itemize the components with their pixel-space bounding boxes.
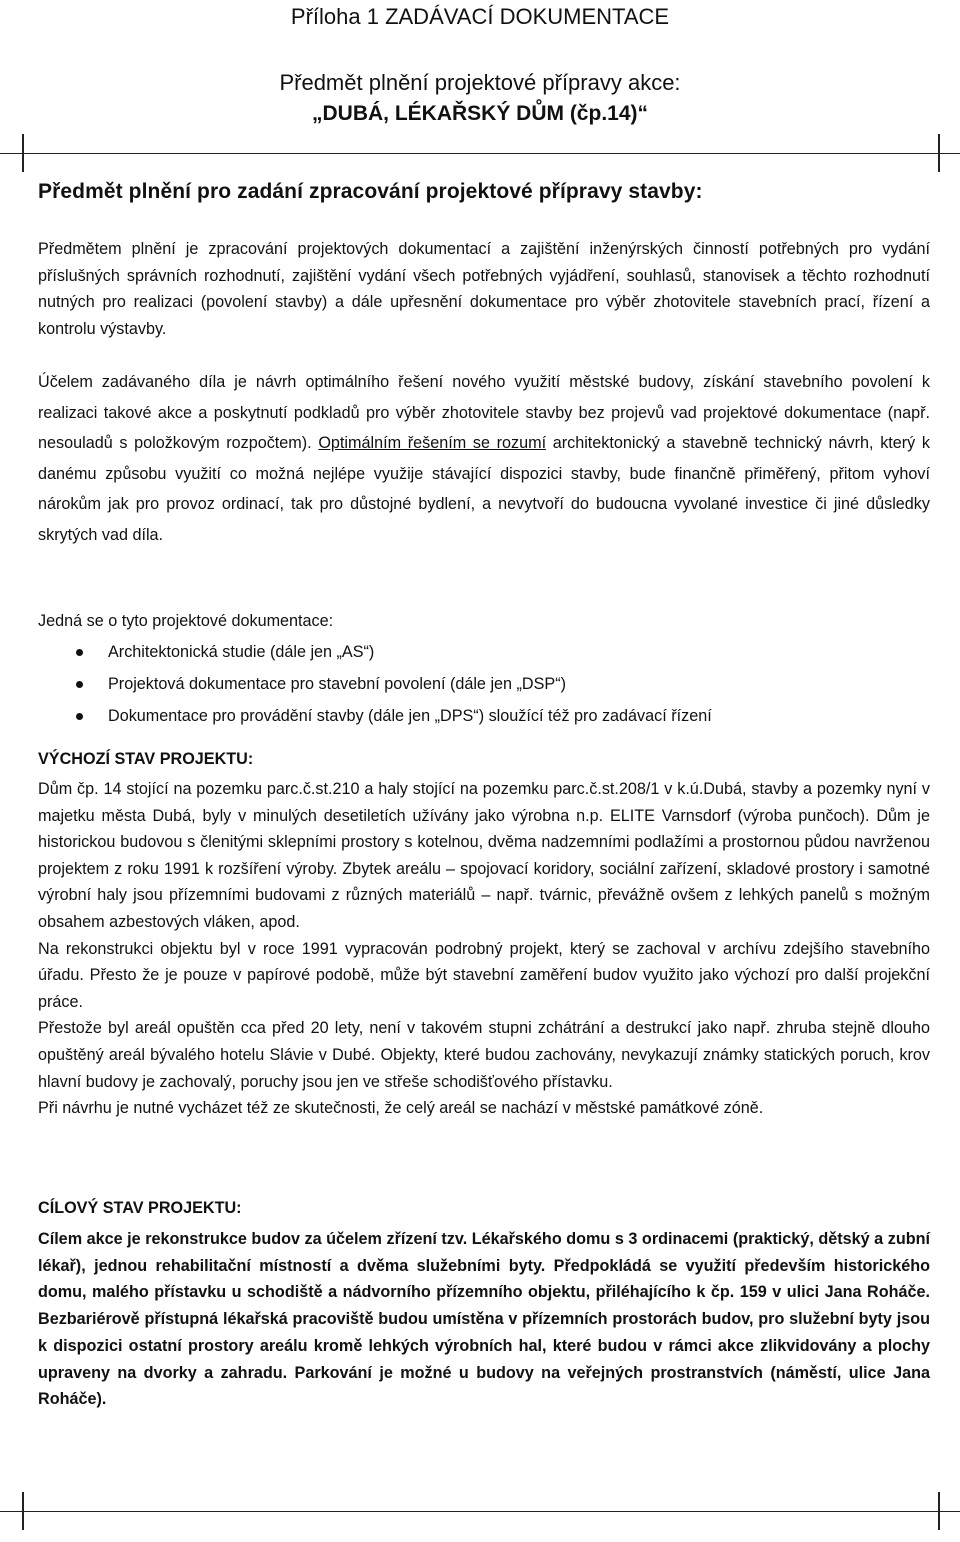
- paragraph-doc-intro: Jedná se o tyto projektové dokumentace:: [38, 612, 334, 630]
- paragraph-purpose: Účelem zadávaného díla je návrh optimálního řešení nového využití městské budovy, získání stavebního povolení k realizaci takové akce a poskytnutí podkladů pro výběr zhotovitele stavby bez projevů vad projektové dokumentace (např. nesouladů s položkovým rozpočtem). Optimálním řešením se rozumí architektonický a stavebně technický návrh, který k danému způsobu využití co možná nejlépe využije stávající dispozici stavby, bude finančně přiměřený, přitom vyhoví nárokům jak pro provoz ordinací, tak pro důstojné bydlení, a nevytvoří do budoucna vyvolané investice či jiné důsledky skrytých vad díla.: [38, 373, 931, 544]
- bullet-icon: [76, 649, 83, 656]
- footer-divider: [0, 1492, 960, 1532]
- heading-initial-state: VÝCHOZÍ STAV PROJEKTU:: [38, 750, 254, 768]
- paragraph-initial-state: Dům čp. 14 stojící na pozemku parc.č.st.210 a haly stojící na pozemku parc.č.st.208/1 v k.ú.Dubá, stavby a pozemky nyní v majetku města Dubá, byly v minulých desetiletích užívány jako výrobna n.p. ELITE Varnsdorf (výroba punčoch). Dům je historickou budovou s členitými sklepními prostory s kotelnou, dvěma nadzemními podlažími a prostornou půdou navrženou projektem z roku 1991 k rozšíření výroby. Zbytek areálu – spojovací koridory, sociální zařízení, skladové prostory i samotné výrobní haly jsou přízemními budovami z různých materiálů – např. tvárnic, převážně ovšem z lehkých panelů s možným obsahem azbestových vláken, apod. Na rekonstrukci objektu byl v roce 1991 vypracován podrobný projekt, který se zachoval v archívu zdejšího stavebního úřadu. Přesto že je pouze v papírové podobě, může být stavební zaměření budov využito jako výchozí pro další projekční práce. Přestože byl areál opuštěn cca před 20 lety, není v takovém stupni zchátrání a destrukcí jako např. zhruba stejně dlouho opuštěný areál bývalého hotelu Slávie v Dubé. Objekty, které budou zachovány, nevykazují známky statických poruch, krov hlavní budovy je zachovalý, poruchy jsou jen ve střeše schodišťového přístavku. Při návrhu je nutné vycházet též ze skutečnosti, že celý areál se nachází v městské památkové zóně.: [38, 780, 930, 1118]
- documentation-list: [38, 636, 930, 732]
- list-item: Architektonická studie (dále jen „AS“): [38, 636, 930, 668]
- header-title: Příloha 1 ZADÁVACÍ DOKUMENTACE: [290, 4, 670, 29]
- underlined-phrase: Optimálním řešením se rozumí: [318, 434, 547, 453]
- list-item: Projektová dokumentace pro stavební povolení (dále jen „DSP“): [38, 668, 930, 700]
- heading-target-state: CÍLOVÝ STAV PROJEKTU:: [38, 1199, 242, 1217]
- list-item: Dokumentace pro provádění stavby (dále jen „DPS“) sloužící též pro zadávací řízení: [38, 700, 930, 732]
- bullet-icon: [76, 681, 83, 688]
- bullet-icon: [76, 713, 83, 720]
- paragraph-target-state: Cílem akce je rekonstrukce budov za účelem zřízení tzv. Lékařského domu s 3 ordinacemi (praktický, dětský a zubní lékař), jednou rehabilitační místností a dvěma služebními byty. Předpokládá se využití především historického domu, malého přístavku u schodiště a nádvorního přízemního objektu, přiléhajícího k čp. 159 v ulici Jana Roháče. Bezbariérově přístupná lékařská pracoviště budou umístěna v přízemních prostorách budov, pro služební byty jsou k dispozici ostatní prostory areálu kromě lehkých výrobních hal, které budou v rámci akce zlikvidovány a plochy upraveny na dvorky a zahradu. Parkování je možné u budovy na veřejných prostranstvích (náměstí, ulice Jana Roháče).: [38, 1230, 930, 1409]
- paragraph-subject: Předmětem plnění je zpracování projektových dokumentací a zajištění inženýrských činností potřebných pro vydání příslušných správních rozhodnutí, zajištění vydání všech potřebných vyjádření, souhlasů, stanovisek a těchto rozhodnutí nutných pro realizaci (povolení stavby) a dále upřesnění dokumentace pro výběr zhotovitele stavebních prací, řízení a kontrolu výstavby.: [38, 240, 930, 338]
- header-subject: Předmět plnění projektové přípravy akce:: [279, 70, 681, 95]
- header-divider: [0, 134, 960, 174]
- header-project-name: „DUBÁ, LÉKAŘSKÝ DŮM (čp.14)“: [311, 102, 649, 125]
- section-title: Předmět plnění pro zadání zpracování projektové přípravy stavby:: [38, 180, 703, 203]
